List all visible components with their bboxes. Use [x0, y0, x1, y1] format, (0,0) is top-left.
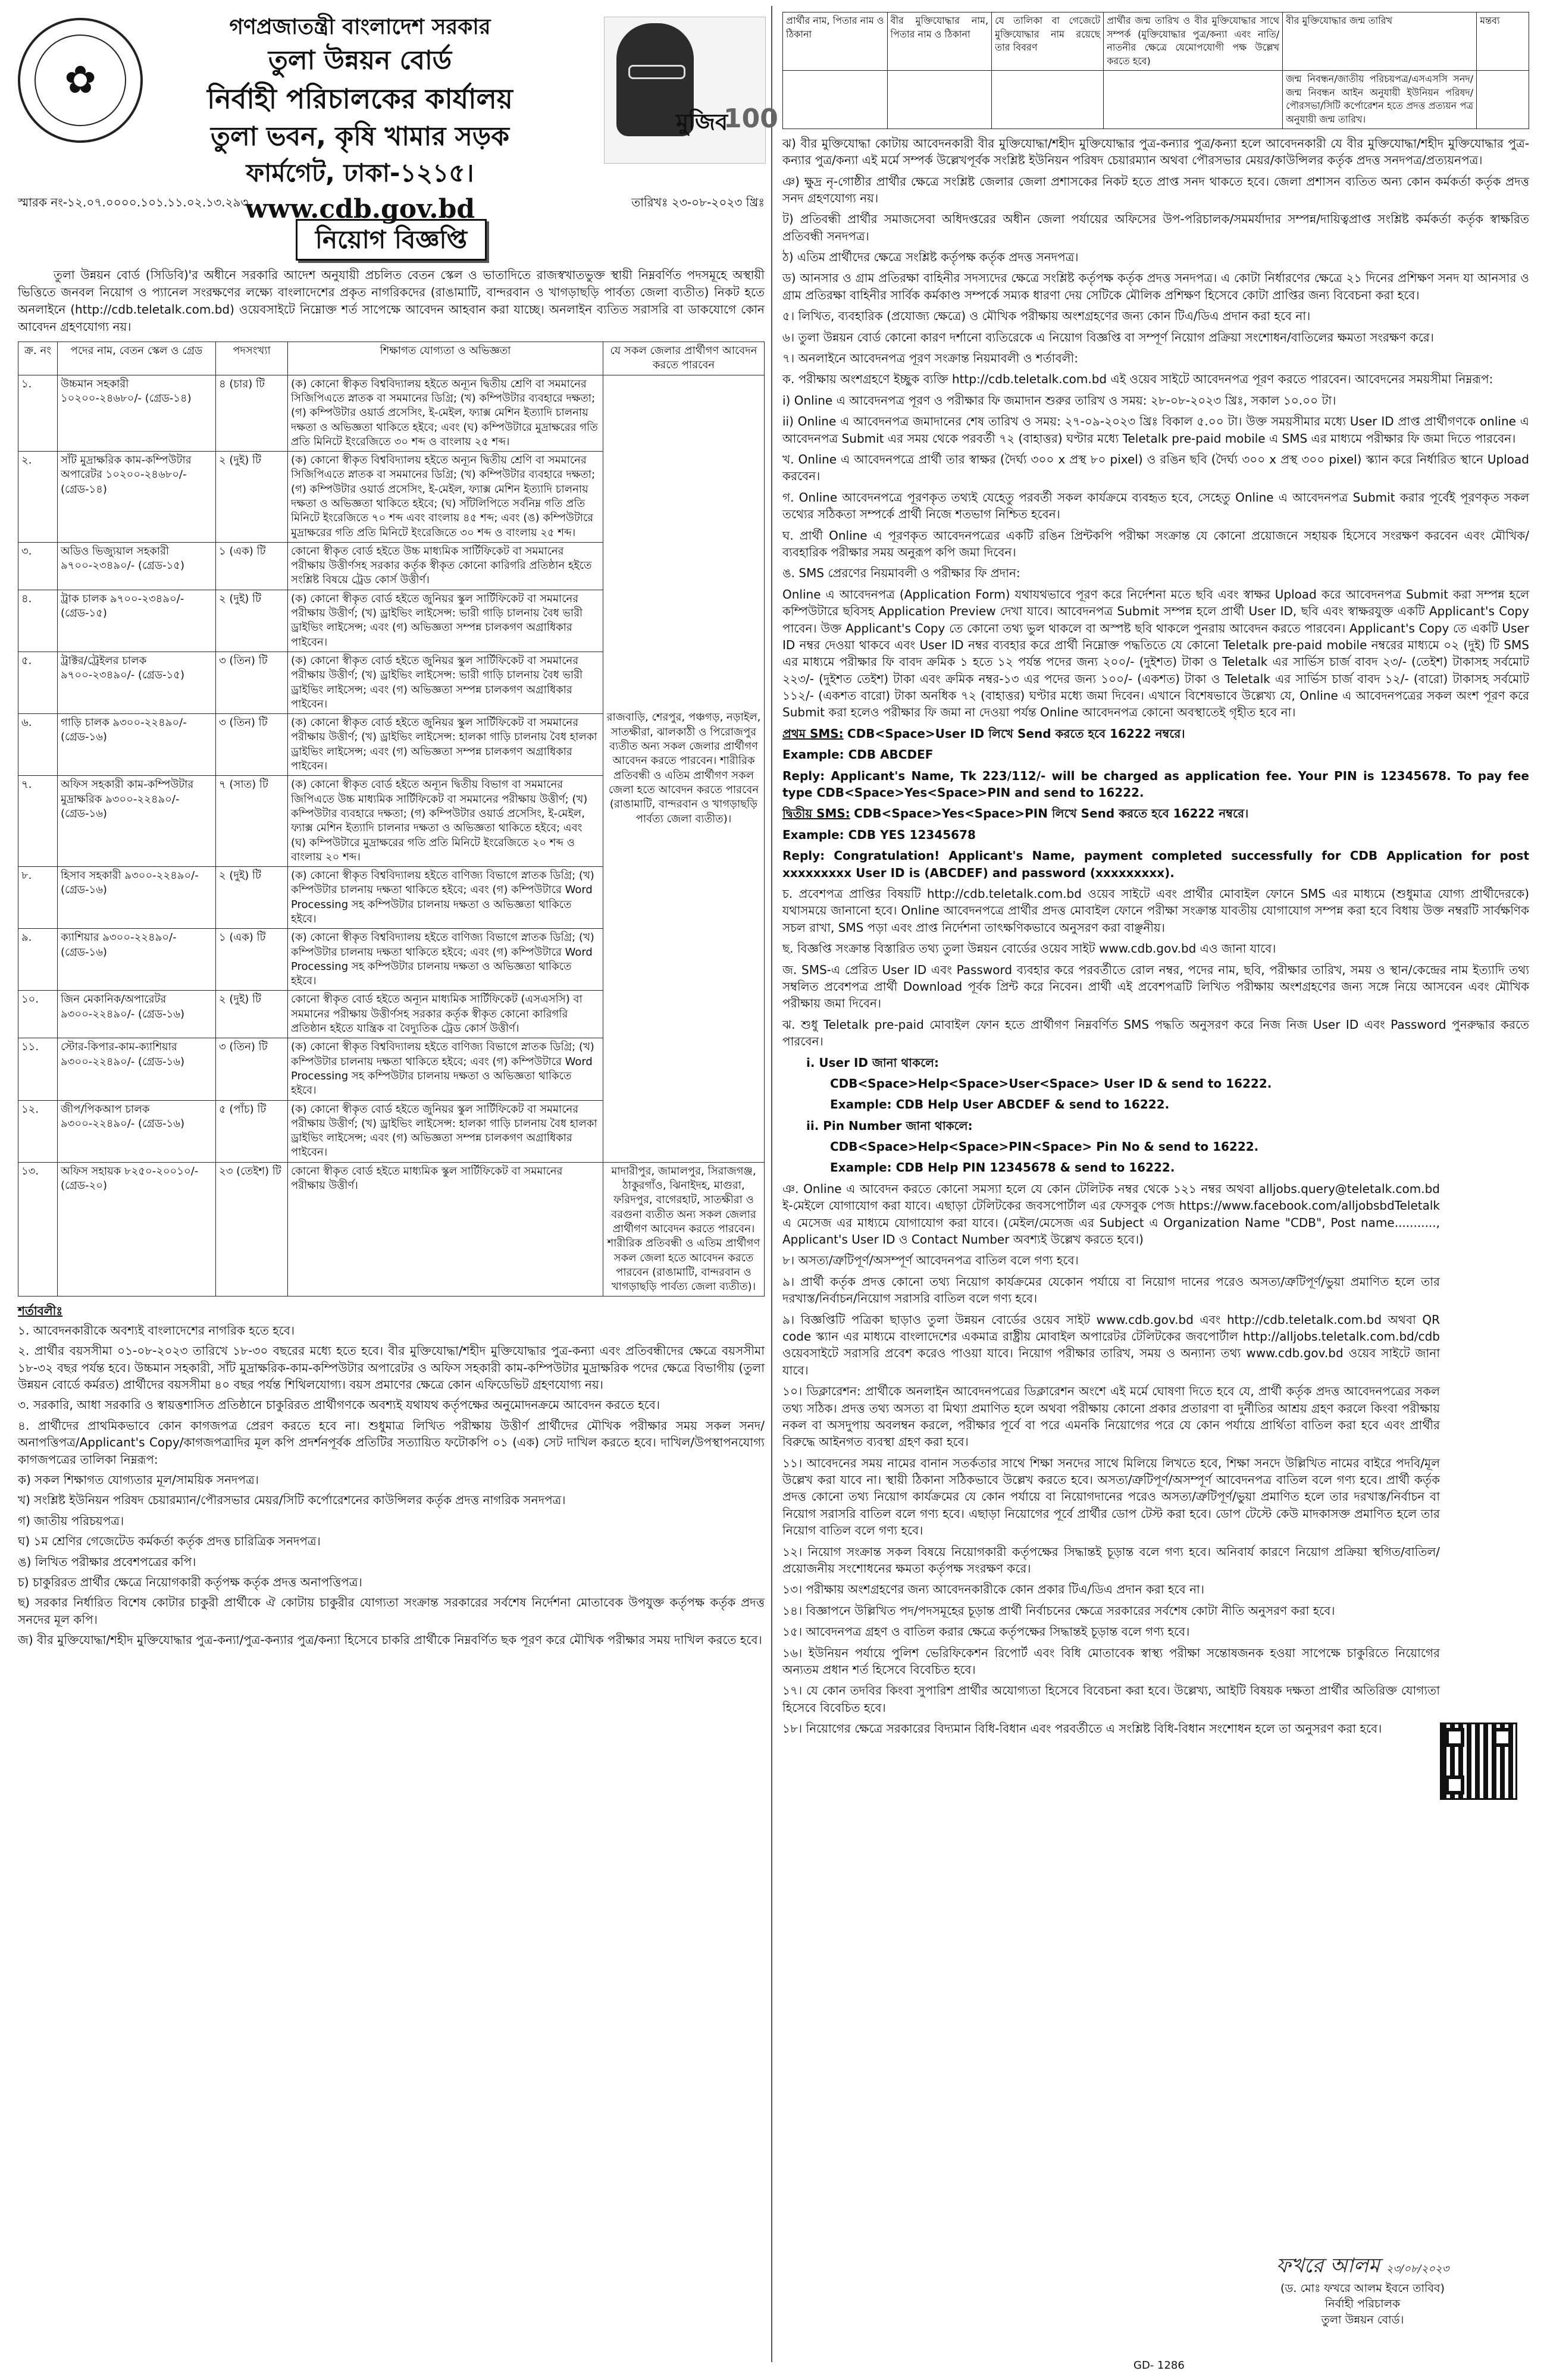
post-cell: অফিস সহায়ক ৮২৫০-২০০১০/- (গ্রেড-২০)	[58, 1162, 216, 1297]
condition-item: গ) জাতীয় পরিচয়পত্র।	[18, 1513, 124, 1528]
notice-paragraph: ঘ. প্রার্থী Online এ পূরণকৃত আবেদনপত্রের একটি রঙিন প্রিন্টকপি পরীক্ষা সংক্রান্ত যে কোনো প্রয়োজনে সহায়ক হিসেবে সংরক্ষণ করবেন এবং মৌখিক/ব্যবহারিক পরীক্ষার সময় অনুরূপ কপি জমা দিবেন।	[782, 528, 1529, 559]
notice-paragraph: ক. পরীক্ষায় অংশগ্রহণে ইচ্ছুক ব্যক্তি http://cdb.teletalk.com.bd এই ওয়েব সাইটে আবেদনপত্র পূরণ করতে পারবেন। আবেদনের সময়সীমা নিম্নরূপ:	[782, 372, 1493, 387]
serial-cell: ১.	[18, 375, 58, 451]
notice-paragraph: i) Online এ আবেদনপত্র পূরণ ও পরীক্ষার ফি জমাদান শুরুর তারিখ ও সময়: ২৮-০৮-২০২৩ খ্রিঃ, সকাল ১০.০০ টা।	[782, 393, 1336, 408]
ff-col-remarks: মন্তব্য	[1477, 12, 1529, 71]
post-cell: হিসাব সহকারী ৯৩০০-২২৪৯০/- (গ্রেড-১৬)	[58, 867, 216, 929]
mujib-logo-text: মুজিব	[676, 109, 728, 135]
col-header-qualification: শিক্ষাগত যোগ্যতা ও অভিজ্ঞতা	[288, 342, 603, 375]
signer-name: (ড. মোঃ ফখরে আলম ইবনে তাবিব)	[1280, 2281, 1445, 2295]
right-paragraphs-2	[782, 885, 1529, 1050]
notice-title: নিয়োগ বিজ্ঞপ্তি	[296, 219, 487, 261]
right-paragraphs	[782, 135, 1529, 721]
right-paragraphs-3	[782, 1180, 1529, 1737]
serial-cell: ১০.	[18, 991, 58, 1038]
districts-cell: মাদারীপুর, জামালপুর, সিরাজগঞ্জ, ঠাকুরগাঁও, ঝিনাইদহ, মাগুরা, ফরিদপুর, বাগেরহাট, সাতক্ষীরা ও বরগুনা ব্যতীত অন্য সকল জেলার প্রার্থীগণ আবেদন করতে পারবেন। শারীরিক প্রতিবন্ধী ও এতিম প্রার্থীগণ সকল জেলা হতে আবেদন করতে পারবেন (রাঙামাটি, বান্দরবান ও খাগড়াছড়ি পার্বত্য জেলা ব্যতীত)।	[603, 1162, 765, 1297]
notice-paragraph: ১৩। পরীক্ষায় অংশগ্রহণের জন্য আবেদনকারীকে কোন প্রকার টিএ/ডিএ প্রদান করা হবে না।	[782, 1582, 1204, 1597]
count-cell: ২ (দুই) টি	[216, 991, 288, 1038]
count-cell: ৭ (সাত) টি	[216, 776, 288, 867]
sms-second-reply: Reply: Congratulation! Applicant's Name, payment completed successfully for CDB Application for post xxxxxxxxx User ID is (ABCDEF) and password (xxxxxxxxx).	[782, 848, 1529, 880]
notice-paragraph: ১১। আবেদনের সময় নামের বানান সতর্কতার সাথে শিক্ষা সনদের সাথে মিলিয়ে লিখতে হবে, শিক্ষা সনদে উল্লিখিত নামের বাইরে পদবি/মূল উল্লেখ করা যাবে না। স্থায়ী ঠিকানা সঠিকভাবে উল্লেখ করতে হবে। অসত্য/ত্রুটিপূর্ণ/অসম্পূর্ণ আবেদনপত্র বাতিল বলে গণ্য হবে। প্রার্থী কর্তৃক প্রদত্ত কোনো তথ্য নিয়োগ কার্যক্রমের যে কোন পর্যায়ে বা নিয়োগদানের পরেও অসত্য/ত্রুটিপূর্ণ/ভুয়া প্রমাণিত হলে তার দরখাস্ত/নির্বাচন বা নিয়োগ সরাসরি বাতিল বলে গণ্য হবে। এছাড়া নিয়োগের পূর্বে প্রার্থীর ডোপ টেস্ট করা হবে। ডোপ টেস্টে কেউ মাদকাসক্ত প্রমাণিত হলে তার নিয়োগ বাতিল বলে গণ্য হবে।	[782, 1455, 1440, 1538]
signature-date: ২৩/০৮/২০২৩	[1386, 2263, 1449, 2275]
sms-second-example: Example: CDB YES 12345678	[782, 827, 976, 842]
notice-paragraph: ৯। প্রার্থী কর্তৃক প্রদত্ত কোনো তথ্য নিয়োগ কার্যক্রমের যেকোন পর্যায়ে বা নিয়োগ দানের পরেও অসত্য/ত্রুটিপূর্ণ/ভুয়া প্রমাণিত হলে তার দরখাস্ত/নির্বাচন/নিয়োগ সরাসরি বাতিল বলে গণ্য হবে।	[782, 1274, 1440, 1306]
count-cell: ২ (দুই) টি	[216, 590, 288, 652]
post-cell: জীপ/পিকআপ চালক ৯৩০০-২২৪৯০/- (গ্রেড-১৬)	[58, 1100, 216, 1162]
count-cell: ৩ (তিন) টি	[216, 714, 288, 776]
condition-item: ১. আবেদনকারীকে অবশ্যই বাংলাদেশের নাগরিক হতে হবে।	[18, 1323, 295, 1338]
post-cell: ট্রাক্টর/ট্রেইলর চালক ৯৭০০-২৩৪৯০/- (গ্রেড-১৫)	[58, 652, 216, 713]
recover-user-cmd: CDB<Space>Help<Space>User<Space> User ID & send to 16222.	[830, 1076, 1272, 1091]
notice-paragraph: ১০। ডিক্লারেশন: প্রার্থীকে অনলাইন আবেদনপত্রের ডিক্লারেশন অংশে এই মর্মে ঘোষণা দিতে হবে যে, প্রার্থী কর্তৃক প্রদত্ত আবেদনপত্রের সকল তথ্য সঠিক। প্রদত্ত তথ্য অসত্য বা মিথ্যা প্রমাণিত হলে অথবা পরীক্ষায় কোনো প্রকার প্রতারণা বা দুর্নীতির আশ্রয় গ্রহণ করলে কিংবা পরীক্ষায় নকল বা অসদুপায় অবলম্বন করলে, পরীক্ষার পূর্বে বা পরে এমনকি নিয়োগের পরে যে কোন পর্যায়ে প্রার্থিতা বাতিল করা হবে এবং প্রার্থীর বিরুদ্ধে আইনগত ব্যবস্থা গ্রহণ করা হবে।	[782, 1384, 1440, 1449]
notice-paragraph: ৭। অনলাইনে আবেদনপত্র পূরণ সংক্রান্ত নিয়মাবলী ও শর্তাবলী:	[782, 351, 1078, 366]
qualification-cell: (ক) কোনো স্বীকৃত বোর্ড হইতে জুনিয়র স্কুল সার্টিফিকেট বা সমমানের পরীক্ষায় উত্তীর্ণ; (খ) ড্রাইভিং লাইসেন্স: হালকা গাড়ি চালনায় বৈধ হালকা ড্রাইভিং লাইসেন্স; এবং (গ) অভিজ্ঞতা সম্পন্ন চালকগণ অগ্রাধিকার পাইবেন।	[288, 714, 603, 776]
post-cell: ক্যাশিয়ার ৯৩০০-২২৪৯০/- (গ্রেড-১৬)	[58, 929, 216, 991]
post-cell: জিন মেকানিক/অপারেটর ৯৩০০-২২৪৯০/- (গ্রেড-১৬)	[58, 991, 216, 1038]
notice-paragraph: ৮। অসত্য/ত্রুটিপূর্ণ/অসম্পূর্ণ আবেদনপত্র বাতিল বলে গণ্য হবে।	[782, 1253, 1079, 1268]
serial-cell: ১২.	[18, 1100, 58, 1162]
mujib-logo-year: 100	[724, 104, 778, 134]
qr-code-icon[interactable]	[1440, 1723, 1517, 1800]
serial-cell: ৭.	[18, 776, 58, 867]
sms-second-text: CDB<Space>Yes<Space>PIN লিখে Send করতে হবে 16222 নম্বরে।	[854, 806, 1249, 821]
serial-cell: ২.	[18, 452, 58, 543]
notice-paragraph: ১৫। আবেদনপত্র গ্রহণ ও বাতিল করার ক্ষেত্রে কর্তৃপক্ষের সিদ্ধান্তই চূড়ান্ত বলে গণ্য হবে।	[782, 1624, 1190, 1639]
letterhead-text	[152, 12, 568, 228]
count-cell: ১ (এক) টি	[216, 542, 288, 590]
qualification-cell: (ক) কোনো স্বীকৃত বোর্ড হইতে জুনিয়র স্কুল সার্টিফিকেট বা সমমানের পরীক্ষায় উত্তীর্ণ; (খ) ড্রাইভিং লাইসেন্স: ভারী গাড়ি চালনায় বৈধ ভারী ড্রাইভিং লাইসেন্স; এবং (গ) অভিজ্ঞতা সম্পন্ন চালকগণ অগ্রাধিকার পাইবেন।	[288, 590, 603, 652]
count-cell: ৪ (চার) টি	[216, 375, 288, 451]
recover-user-label: i. User ID জানা থাকলে:	[806, 1055, 940, 1070]
qualification-cell: (ক) কোনো স্বীকৃত বোর্ড হইতে জুনিয়র স্কুল সার্টিফিকেট বা সমমানের পরীক্ষায় উত্তীর্ণ; (খ) ড্রাইভিং লাইসেন্স: হালকা গাড়ি চালনায় বৈধ হালকা ড্রাইভিং লাইসেন্স; এবং (গ) অভিজ্ঞতা সম্পন্ন চালকগণ অগ্রাধিকার পাইবেন।	[288, 1100, 603, 1162]
post-cell: উচ্চমান সহকারী ১০২০০-২৪৬৮০/- (গ্রেড-১৪)	[58, 375, 216, 451]
notice-paragraph: ১২। নিয়োগ সংক্রান্ত সকল বিষয়ে নিয়োগকারী কর্তৃপক্ষের সিদ্ধান্তই চূড়ান্ত বলে গণ্য হবে। অনিবার্য কারণে নিয়োগ প্রক্রিয়া স্থগিত/বাতিল/প্রয়োজনীয় সংশোধনের ক্ষমতা কর্তৃপক্ষ সংরক্ষণ করে।	[782, 1544, 1440, 1576]
signature	[1238, 2252, 1488, 2281]
qualification-cell: কোনো স্বীকৃত বোর্ড হইতে উচ্চ মাধ্যমিক সার্টিফিকেট বা সমমানের পরীক্ষায় উত্তীর্ণসহ সরকার কর্তৃক স্বীকৃত কোনো কারিগরি প্রতিষ্ঠান হইতে সংশ্লিষ্ট বিষয়ে ট্রেড কোর্স উত্তীর্ণ।	[288, 542, 603, 590]
qualification-cell: (ক) কোনো স্বীকৃত বিশ্ববিদ্যালয় হইতে বাণিজ্য বিভাগে স্নাতক ডিগ্রি; (খ) কম্পিউটার চালনায় দক্ষতা থাকিতে হইবে; এবং (গ) কম্পিউটারে Word Processing সহ কম্পিউটার চালনায় দক্ষতা ও অভিজ্ঞতা থাকিতে হইবে।	[288, 867, 603, 929]
sms-first-text: CDB<Space>User ID লিখে Send করতে হবে 16222 নম্বরে।	[847, 726, 1185, 741]
ff-col-freedom-fighter: বীর মুক্তিযোদ্ধার নাম, পিতার নাম ও ঠিকানা	[887, 12, 992, 71]
post-cell: গাড়ি চালক ৯৩০০-২২৪৯০/- (গ্রেড-১৬)	[58, 714, 216, 776]
notice-paragraph: ঠ) এতিম প্রার্থীদের ক্ষেত্রে সংশ্লিষ্ট কর্তৃপক্ষ কর্তৃক প্রদত্ত সনদপত্র।	[782, 250, 1079, 265]
ff-col-relation: প্রার্থীর জন্ম তারিখ ও বীর মুক্তিযোদ্ধার সাথে সম্পর্ক (মুক্তিযোদ্ধার পুত্র/কন্যা এবং নাতি/নাতনীর ক্ষেত্রে যেমোপযোগী পক্ষ উল্লেখ করতে হবে)	[1104, 12, 1283, 71]
freedom-fighter-form-table	[782, 12, 1529, 129]
notice-paragraph: ড) আনসার ও গ্রাম প্রতিরক্ষা বাহিনীর সদস্যদের ক্ষেত্রে সংশ্লিষ্ট কর্তৃপক্ষ কর্তৃক প্রদত্ত সনদপত্র। এ কোটা নির্ধারণের ক্ষেত্রে ২১ দিনের প্রশিক্ষণ সনদ যা আনসার ও গ্রাম প্রতিরক্ষা বাহিনীর সার্বিক কর্মকাণ্ড সম্পর্কে সম্যক ধারণা দেয় সেটিকে মৌলিক প্রশিক্ষণ হিসেবে কোটা প্রাপ্তির জন্য বিবেচনা করা হবে।	[782, 271, 1529, 302]
serial-cell: ৬.	[18, 714, 58, 776]
notice-paragraph: ৬। তুলা উন্নয়ন বোর্ড কোনো কারণ দর্শানো ব্যতিরেকে এ নিয়োগ বিজ্ঞপ্তি বা সম্পূর্ণ নিয়োগ প্রক্রিয়া সংশোধন/বাতিলের ক্ষমতা সংরক্ষণ করে।	[782, 330, 1434, 345]
mujib-centenary-logo	[604, 17, 778, 164]
table-row	[18, 1162, 765, 1297]
conditions-section	[18, 1302, 765, 1648]
table-header-row	[18, 342, 765, 375]
website-link[interactable]: www.cdb.gov.bd	[245, 193, 475, 224]
office-name: নির্বাহী পরিচালকের কার্যালয়	[207, 82, 513, 115]
notice-paragraph: ট) প্রতিবন্ধী প্রার্থীর সমাজসেবা অধিদপ্তরের অধীন জেলা পর্যায়ের অফিসের উপ-পরিচালক/সমমর্যাদার সম্পন্ন/দায়িত্বপ্রাপ্ত সংশ্লিষ্ট কর্মকর্তা কর্তৃক স্বাক্ষরিত প্রতিবন্ধী সনদপত্র।	[782, 212, 1529, 243]
col-header-post: পদের নাম, বেতন স্কেল ও গ্রেড	[58, 342, 216, 375]
qualification-cell: (ক) কোনো স্বীকৃত বোর্ড হইতে জুনিয়র স্কুল সার্টিফিকেট বা সমমানের পরীক্ষায় উত্তীর্ণ; (খ) ড্রাইভিং লাইসেন্স: ভারী গাড়ি চালনায় বৈধ ভারী ড্রাইভিং লাইসেন্স; এবং (গ) অভিজ্ঞতা সম্পন্ন চালকগণ অগ্রাধিকার পাইবেন।	[288, 652, 603, 713]
post-cell: স্টোর-কিপার-কাম-ক্যাশিয়ার ৯৩০০-২২৪৯০/- (গ্রেড-১৬)	[58, 1038, 216, 1100]
sms-first-example: Example: CDB ABCDEF	[782, 747, 934, 762]
condition-item: ছ) সরকার নির্ধারিত বিশেষ কোটার চাকুরী প্রার্থীকে ঐ কোটায় চাকুরীর যোগ্যতা সংক্রান্ত সরকারের সর্বশেষ নির্দেশনা মোতাবেক উপযুক্ত কর্তৃপক্ষ কর্তৃক প্রদত্ত সনদের মূল কপি।	[18, 1595, 765, 1627]
notice-paragraph: ১৪। বিজ্ঞাপনে উল্লিখিত পদ/পদসমূহের চূড়ান্ত প্রার্থী নির্বাচনের ক্ষেত্রে সরকারের সর্বশেষ কোটা নীতি অনুসরণ করা হবে।	[782, 1603, 1335, 1618]
board-name: তুলা উন্নয়ন বোর্ড	[268, 45, 452, 76]
ff-header-row	[783, 12, 1529, 71]
memo-number: স্মারক নং-১২.০৭.০০০০.১০১.১১.০২.১৩.২৯৩	[18, 195, 249, 209]
condition-item: খ) সংশ্লিষ্ট ইউনিয়ন পরিষদ চেয়ারম্যান/পৌরসভার মেয়র/সিটি কর্পোরেশনের কাউন্সিলর কর্তৃক প্রদত্ত নাগরিক সনদপত্র।	[18, 1493, 566, 1508]
glasses-icon	[628, 65, 685, 79]
qualification-cell: কোনো স্বীকৃত বোর্ড হইতে অন্যূন মাধ্যমিক সার্টিফিকেট (এসএসসি) বা সমমানের পরীক্ষায় উত্তীর্ণসহ সরকার কর্তৃক স্বীকৃত কোনো কারিগরি প্রতিষ্ঠান হইতে যান্ত্রিক বা বৈদ্যুতিক ট্রেড কোর্স উত্তীর্ণ।	[288, 991, 603, 1038]
recover-pin-label: ii. Pin Number জানা থাকলে:	[806, 1118, 973, 1133]
left-column	[18, 12, 778, 1652]
notice-paragraph: ১৬। ইউনিয়ন পর্যায়ে পুলিশ ভেরিফিকেশন রিপোর্ট এবং বিধি মোতাবেক স্বাস্থ্য পরীক্ষা সন্তোষজনক হওয়া সাপেক্ষে চাকুরিতে নিয়োগের অন্যতম প্রধান শর্ত হিসেবে বিবেচিত হবে।	[782, 1645, 1440, 1677]
notice-paragraph: ঙ. SMS প্রেরণের নিয়মাবলী ও পরীক্ষার ফি প্রদান:	[782, 566, 1020, 581]
right-column	[782, 12, 1529, 1742]
condition-item: ঙ) লিখিত পরীক্ষার প্রবেশপত্রের কপি।	[18, 1554, 196, 1569]
signature-script: ফখরে আলম	[1276, 2254, 1380, 2278]
qualification-cell: (ক) কোনো স্বীকৃত বিশ্ববিদ্যালয় হইতে বাণিজ্য বিভাগে স্নাতক ডিগ্রি; (খ) কম্পিউটার চালনায় দক্ষতা থাকিতে হইবে; এবং (গ) কম্পিউটারে Word Processing সহ কম্পিউটার চালনায় দক্ষতা ও অভিজ্ঞতা থাকিতে হইবে।	[288, 1038, 603, 1100]
sms-first-label: প্রথম SMS:	[782, 726, 844, 741]
condition-item: ৩. সরকারি, আধা সরকারি ও স্বায়ত্তশাসিত প্রতিষ্ঠানে চাকুরিরত প্রার্থীগণকে অবশ্যই যথাযথ কর্তৃপক্ষের অনুমোদনক্রমে আবেদন করতে হবে।	[18, 1398, 660, 1413]
count-cell: ৩ (তিন) টি	[216, 1038, 288, 1100]
post-cell: সাঁট মুদ্রাক্ষরিক কাম-কম্পিউটার অপারেটর ১০২০০-২৪৬৮০/- (গ্রেড-১৪)	[58, 452, 216, 543]
recover-pin-cmd: CDB<Space>Help<Space>PIN<Space> Pin No & send to 16222.	[830, 1139, 1259, 1154]
signer-title: নির্বাহী পরিচালক	[1324, 2297, 1401, 2311]
count-cell: ৩ (তিন) টি	[216, 652, 288, 713]
intro-paragraph: তুলা উন্নয়ন বোর্ড (সিডিবি)'র অধীনে সরকারি আদেশ অনুযায়ী প্রচলিত বেতন স্কেল ও ভাতাদিতে রাজস্বখাতভুক্ত স্থায়ী নিম্নবর্ণিত পদসমূহে অস্থায়ী ভিত্তিতে জনবল নিয়োগ ও প্যানেল সংরক্ষণের লক্ষ্যে বাংলাদেশের প্রকৃত নাগরিকদের (রাঙামাটি, বান্দরবান ও খাগড়াছড়ি পার্বত্য জেলা ব্যতীত) নিকট হতে অনলাইনে (http://cdb.teletalk.com.bd) ওয়েবসাইটে নিম্নোক্ত শর্ত সাপেক্ষে আবেদন আহবান করা যাচ্ছে। অনলাইন ব্যতিত সরাসরি বা ডাকযোগে কোন আবেদন গ্রহণযোগ্য নয়।	[18, 268, 765, 334]
col-header-count: পদসংখ্যা	[216, 342, 288, 375]
notice-paragraph: ঝ. শুধু Teletalk pre-paid মোবাইল ফোন হতে প্রার্থীগণ নিম্নবর্ণিত SMS পদ্ধতি অনুসরণ করে নিজ নিজ User ID এবং Password পুনরুদ্ধার করতে পারবেন।	[782, 1017, 1529, 1049]
qualification-cell: (ক) কোনো স্বীকৃত বিশ্ববিদ্যালয় হইতে বাণিজ্য বিভাগে স্নাতক ডিগ্রি; (খ) কম্পিউটার চালনায় দক্ষতা থাকিতে হইবে; এবং (গ) কম্পিউটারে Word Processing সহ কম্পিউটার চালনায় দক্ষতা ও অভিজ্ঞতা থাকিতে হইবে।	[288, 929, 603, 991]
condition-item: ২. প্রার্থীর বয়সসীমা ০১-০৮-২০২৩ তারিখে ১৮-৩০ বছরের মধ্যে হতে হবে। বীর মুক্তিযোদ্ধা/শহীদ মুক্তিযোদ্ধার পুত্র-কন্যা এবং প্রতিবন্ধীদের ক্ষেত্রে বয়সসীমা ১৮-৩২ বছর পর্যন্ত হবে। উচ্চমান সহকারী, সাঁট মুদ্রাক্ষরিক-কাম-কম্পিউটার অপারেটর ও অফিস সহকারী কাম-কম্পিউটার মুদ্রাক্ষরিক পদের ক্ষেত্রে বিভাগীয় (তুলা উন্নয়ন বোর্ডে কর্মরত) প্রার্থীদের বয়সসীমা ৪০ বছর পর্যন্ত শিথিলযোগ্য। বয়স প্রমাণের ক্ষেত্রে কোন এফিডেভিট গ্রহণযোগ্য নয়।	[18, 1344, 765, 1392]
column-divider	[771, 6, 772, 2362]
signature-block	[1238, 2252, 1488, 2328]
qualification-cell: কোনো স্বীকৃত বোর্ড হইতে মাধ্যমিক স্কুল সার্টিফিকেট বা সমমানের পরীক্ষায় উত্তীর্ণ।	[288, 1162, 603, 1297]
table-row	[18, 375, 765, 451]
col-header-serial: ক্র. নং	[18, 342, 58, 375]
notice-paragraph: ১৮। নিয়োগের ক্ষেত্রে সরকারের বিদ্যমান বিধি-বিধান এবং পরবর্তীতে এ সংশ্লিষ্ট বিধি-বিধান সংশোধন হলে তা অনুসরণ করা হবে।	[782, 1721, 1382, 1736]
conditions-list	[18, 1322, 765, 1649]
sms-second	[782, 805, 1529, 822]
notice-paragraph: গ. Online আবেদনপত্রে পূরণকৃত তথ্যই যেহেতু পরবর্তী সকল কার্যক্রমে ব্যবহৃত হবে, সেহেতু Online এ আবেদনপত্র Submit করার পূর্বেই পূরণকৃত সকল তথ্যের সঠিকতা সম্পর্কে প্রার্থী নিজে শতভাগ নিশ্চিত হবেন।	[782, 490, 1529, 522]
gd-number: GD- 1286	[1133, 2359, 1185, 2372]
signer-organization: তুলা উন্নয়ন বোর্ড।	[1321, 2313, 1404, 2326]
condition-item: ৪. প্রার্থীদের প্রাথমিকভাবে কোন কাগজপত্র প্রেরণ করতে হবে না। শুধুমাত্র লিখিত পরীক্ষায় উত্তীর্ণ প্রার্থীদের মৌখিক পরীক্ষার সময় সকল সনদ/অনাপত্তিপত্র/Applicant's Copy/কাগজপত্রাদির মূল কপি প্রদর্শনপূর্বক প্রতিটির সত্যায়িত ফটোকপি ০১ (এক) সেট দাখিল করতে হবে। দাখিল/উপস্থাপনযোগ্য কাগজপত্রের তালিকা নিম্নরূপ:	[18, 1418, 765, 1467]
conditions-heading: শর্তাবলীঃ	[18, 1304, 63, 1319]
government-seal-icon	[18, 18, 143, 143]
count-cell: ২ (দুই) টি	[216, 452, 288, 543]
serial-cell: ১১.	[18, 1038, 58, 1100]
condition-item: জ) বীর মুক্তিযোদ্ধা/শহীদ মুক্তিযোদ্ধার পুত্র-কন্যা/পুত্র-কন্যার পুত্র/কন্যা হিসেবে চাকরি প্রার্থীকে নিম্নবর্ণিত ছক পূরণ করে মৌখিক পরীক্ষার সময় দাখিল করতে হবে।	[18, 1633, 762, 1648]
qualification-cell: (ক) কোনো স্বীকৃত বিশ্ববিদ্যালয় হইতে অন্যূন দ্বিতীয় শ্রেণি বা সমমানের সিজিপিএতে স্নাতক বা সমমানের ডিগ্রি; (খ) কম্পিউটার ব্যবহারে দক্ষতা; (গ) কম্পিউটার ওয়ার্ড প্রসেসিং, ই-মেইল, ফ্যাক্স মেশিন ইত্যাদি চালনায় দক্ষতা ও অভিজ্ঞতা থাকিতে হইবে; এবং (ঘ) কম্পিউটারে মুদ্রাক্ষরের গতি প্রতি মিনিটে ইংরেজিতে ৩০ শব্দ ও বাংলায় ২৫ শব্দ।	[288, 375, 603, 451]
vacancy-table	[18, 342, 765, 1297]
count-cell: ২ (দুই) টি	[216, 867, 288, 929]
districts-cell: রাজবাড়ি, শেরপুর, পঞ্চগড়, নড়াইল, সাতক্ষীরা, ঝালকাঠী ও পিরোজপুর ব্যতীত অন্য সকল জেলার প্রার্থীগণ আবেদন করতে পারবেন। শারীরিক প্রতিবন্ধী ও এতিম প্রার্থীগণ সকল জেলা হতে আবেদন করতে পারবেন (রাঙামাটি, বান্দরবান ও খাগড়াছড়ি পার্বত্য জেলা ব্যতীত)।	[603, 375, 765, 1162]
count-cell: ৫ (পাঁচ) টি	[216, 1100, 288, 1162]
notice-paragraph: ঞ. Online এ আবেদন করতে কোনো সমস্যা হলে যে কোন টেলিটক নম্বর থেকে ১২১ নম্বর অথবা alljobs.query@teletalk.com.bd ই-মেইলে যোগাযোগ করা যাবে। এছাড়া টেলিটকের জবসপোর্টাল এর ফেসবুক পেজ https://www.facebook.com/alljobsbdTeletalk এ মেসেজ এর মাধ্যমে যোগাযোগ করা যাবে। (মেইল/মেসেজ এর Subject এ Organization Name "CDB", Post name..........., Applicant's User ID ও Contact Number অবশ্যই উল্লেখ করতে হবে।)	[782, 1181, 1440, 1247]
notice-paragraph: ৫। লিখিত, ব্যবহারিক (প্রযোজ্য ক্ষেত্রে) ও মৌখিক পরীক্ষায় অংশগ্রহণের জন্য কোন টিএ/ডিএ প্রদান করা হবে না।	[782, 309, 1311, 324]
qualification-cell: (ক) কোনো স্বীকৃত বোর্ড হইতে অন্যূন দ্বিতীয় বিভাগ বা সমমানের জিপিএতে উচ্চ মাধ্যমিক সার্টিফিকেট বা সমমানের পরীক্ষায় উত্তীর্ণ; (খ) কম্পিউটার ব্যবহারে দক্ষতা; (গ) কম্পিউটার ওয়ার্ড প্রসেসিং, ই-মেইল, ফ্যাক্স মেশিন ইত্যাদি চালনার দক্ষতা ও অভিজ্ঞতা থাকিতে হইবে; এবং (ঘ) কম্পিউটারে মুদ্রাক্ষরের গতি প্রতি মিনিটে ইংরেজিতে ২০ শব্দ ও বাংলায় ২০ শব্দ।	[288, 776, 603, 867]
notice-paragraph: ঝ) বীর মুক্তিযোদ্ধা কোটায় আবেদনকারী বীর মুক্তিযোদ্ধা/শহীদ মুক্তিযোদ্ধার পুত্র-কন্যার পুত্র/কন্যা হলে আবেদনকারী যে বীর মুক্তিযোদ্ধা/শহীদ মুক্তিযোদ্ধার পুত্র-কন্যার পুত্র/কন্যা এই মর্মে সম্পর্ক উল্লেখপূর্বক সংশ্লিষ্ট ইউনিয়ন পরিষদ চেয়ারম্যান অথবা পৌরসভার মেয়র/কাউন্সিলর কর্তৃক প্রদত্ত সনদপত্র/প্রত্যয়নপত্র।	[782, 136, 1529, 168]
gov-title: গণপ্রজাতন্ত্রী বাংলাদেশ সরকার	[229, 15, 491, 39]
notice-paragraph: ছ. বিজ্ঞপ্তি সংক্রান্ত বিস্তারিত তথ্য তুলা উন্নয়ন বোর্ডের ওয়েব সাইট www.cdb.gov.bd এও জানা যাবে।	[782, 941, 1276, 956]
ff-col-gazette: যে তালিকা বা গেজেটে মুক্তিযোদ্ধার নাম রয়েছে তার বিবরণ	[992, 12, 1104, 71]
serial-cell: ১৩.	[18, 1162, 58, 1297]
ff-col-applicant: প্রার্থীর নাম, পিতার নাম ও ঠিকানা	[783, 12, 888, 71]
notice-paragraph: জ. SMS-এ প্রেরিত User ID এবং Password ব্যবহার করে পরবর্তীতে রোল নম্বর, পদের নাম, ছবি, পরীক্ষার তারিখ, সময় ও স্থান/কেন্দ্রের নাম ইত্যাদি তথ্য সম্বলিত প্রবেশপত্র প্রার্থী Download পূর্বক প্রিন্ট করে নিবেন। প্রার্থী এই প্রবেশপত্রটি লিখিত পরীক্ষায় অংশগ্রহণের জন্য সঙ্গে নিয়ে আসবেন এবং মৌখিক পরীক্ষায় জমা দিবেন।	[782, 962, 1529, 1011]
serial-cell: ৮.	[18, 867, 58, 929]
serial-cell: ৪.	[18, 590, 58, 652]
serial-cell: ৫.	[18, 652, 58, 713]
condition-item: ঘ) ১ম শ্রেণির গেজেটেড কর্মকর্তা কর্তৃক প্রদত্ত চারিত্রিক সনদপত্র।	[18, 1534, 321, 1549]
notice-paragraph: Online এ আবেদনপত্র (Application Form) যথাযথভাবে পূরণ করে নির্দেশনা মতে ছবি এবং স্বাক্ষর Upload করে আবেদনপত্র Submit করা সম্পন্ন হলে কম্পিউটারে ছবিসহ Application Preview দেখা যাবে। আবেদনপত্র Submit সম্পন্ন হলে প্রার্থী User ID, ছবি এবং স্বাক্ষরযুক্ত একটি Applicant's Copy পাবেন। উক্ত Applicant's Copy তে কোনো তথ্য ভুল থাকলে বা অস্পষ্ট ছবি থাকলে পুনরায় আবেদন করতে পারবেন। Applicant's Copy তে একটি User ID নম্বর দেওয়া থাকবে এবং User ID নম্বর ব্যবহার করে প্রার্থী নিম্নোক্ত পদ্ধতিতে যে কোনো Teletalk pre-paid mobile নম্বরের মাধ্যমে ০২ (দুই) টি SMS এর মাধ্যমে পরীক্ষার ফি বাবদ ক্রমিক ১ হতে ১২ পর্যন্ত পদের জন্য ২০০/- (দুইশত) টাকা ও Teletalk এর সার্ভিস চার্জ বাবদ ২৩/- (তেইশ) টাকাসহ সর্বমোট ২২৩/- (দুইশত তেইশ) টাকা এবং ক্রমিক নম্বর-১৩ এর পদের জন্য ১০০/- (একশত) টাকা ও Teletalk এর সার্ভিস চার্জ বাবদ ১২/- (বারো) টাকাসহ সর্বমোট ১১২/- (একশত বারো) টাকা অনধিক ৭২ (বাহাত্তর) ঘণ্টার মধ্যে জমা দিবেন। এখানে বিশেষভাবে উল্লেখ্য যে, Online এ আবেদনপত্রের সকল অংশ পূরণ করে Submit করা হলেও পরীক্ষার ফি জমা না দেওয়া পর্যন্ত Online আবেদনপত্র কোনো অবস্থাতেই গৃহীত হবে না।	[782, 587, 1529, 720]
condition-item: ক) সকল শিক্ষাগত যোগ্যতার মূল/সাময়িক সনদপত্র।	[18, 1472, 259, 1487]
post-cell: ট্রাক চালক ৯৭০০-২৩৪৯০/- (গ্রেড-১৫)	[58, 590, 216, 652]
notice-paragraph: ii) Online এ আবেদনপত্র জমাদানের শেষ তারিখ ও সময়: ২৭-০৯-২০২৩ খ্রিঃ বিকাল ৫.০০ টা। উক্ত সময়সীমার মধ্যে User ID প্রাপ্ত প্রার্থীগণকে online এ আবেদনপত্র Submit এর সময় থেকে পরবর্তী ৭২ (বাহাত্তর) ঘণ্টার মধ্যে Teletalk pre-paid mobile এ SMS এর মাধ্যমে পরীক্ষার ফি জমা দিতে পারবেন।	[782, 414, 1529, 446]
address-line1: তুলা ভবন, কৃষি খামার সড়ক	[210, 121, 510, 152]
notice-paragraph: ১৭। যে কোন তদবির কিংবা সুপারিশ প্রার্থীর অযোগ্যতা হিসেবে বিবেচনা করা হবে। উল্লেখ্য, আইটি বিষয়ক দক্ষতা প্রার্থীর অতিরিক্ত যোগ্যতা হিসেবে বিবেচিত হবে।	[782, 1683, 1440, 1715]
seal-emblem: ✿	[35, 35, 126, 126]
notice-paragraph: চ. প্রবেশপত্র প্রাপ্তির বিষয়টি http://cdb.teletalk.com.bd ওয়েব সাইটে এবং প্রার্থীর মোবাইল ফোনে SMS এর মাধ্যমে (শুধুমাত্র যোগ্য প্রার্থীদেরকে) যথাসময়ে জানানো হবে। Online আবেদনপত্রে প্রার্থীর প্রদত্ত মোবাইল ফোনে পরীক্ষা সংক্রান্ত যাবতীয় যোগাযোগ সম্পন্ন করা হবে বিধায় উক্ত নম্বরটি সার্বক্ষণিক সচল রাখা, SMS পড়া এবং প্রাপ্ত নির্দেশনা তাৎক্ষণিকভাবে অনুসরণ করা বাঞ্ছনীয়।	[782, 886, 1529, 935]
notice-paragraph: খ. Online এ আবেদনপত্রে প্রার্থী তার স্বাক্ষর (দৈর্ঘ্য ৩০০ x প্রস্থ ৮০ pixel) ও রঙিন ছবি (দৈর্ঘ্য ৩০০ x প্রস্থ ৩০০ pixel) স্ক্যান করে নির্ধারিত স্থানে Upload করবেন।	[782, 452, 1529, 484]
qualification-cell: (ক) কোনো স্বীকৃত বিশ্ববিদ্যালয় হইতে অন্যূন দ্বিতীয় শ্রেণি বা সমমানের সিজিপিএতে স্নাতক বা সমমানের ডিগ্রি; (খ) কম্পিউটার ব্যবহারে দক্ষতা; (গ) কম্পিউটার ওয়ার্ড প্রসেসিং, ই-মেইল, ফ্যাক্স মেশিন ইত্যাদি চালনায় দক্ষতা ও অভিজ্ঞতা থাকিতে হইবে; (ঘ) সাঁটলিপিতে সর্বনিম্ন গতি প্রতি মিনিটে ইংরেজিতে ৭০ শব্দ এবং বাংলায় ৪৫ শব্দ; এবং (ঙ) কম্পিউটারে মুদ্রাক্ষরের গতি প্রতি মিনিটে ইংরেজিতে ৩০ শব্দ ও বাংলায় ২৫ শব্দ।	[288, 452, 603, 543]
serial-cell: ৩.	[18, 542, 58, 590]
sms-second-label: দ্বিতীয় SMS:	[782, 806, 850, 821]
post-cell: অডিও ভিজ্যুয়াল সহকারী ৯৭০০-২৩৪৯০/- (গ্রেড-১৫)	[58, 542, 216, 590]
notice-paragraph: ৯। বিজ্ঞপ্তিটি পত্রিকা ছাড়াও তুলা উন্নয়ন বোর্ডের ওয়েব সাইট www.cdb.gov.bd এবং http://cdb.teletalk.com.bd অথবা QR code স্ক্যান এর মাধ্যমে বাংলাদেশের একমাত্র রাষ্ট্রীয় মোবাইল অপারেটর টেলিটকের জবপোর্টাল http://alljobs.teletalk.com.bd/cdb ওয়েবসাইটে সরাসরি প্রবেশ করেও পাওয়া যাবে। নিয়োগ পরীক্ষার তারিখ, সময় ও অন্যান্য তথ্য www.cdb.gov.bd ওয়েব সাইটে জানা যাবে।	[782, 1312, 1440, 1377]
serial-cell: ৯.	[18, 929, 58, 991]
count-cell: ২৩ (তেইশ) টি	[216, 1162, 288, 1297]
ff-col-birthdate: বীর মুক্তিযোদ্ধার জন্ম তারিখ	[1283, 12, 1477, 71]
notice-paragraph: ঞ) ক্ষুদ্র নৃ-গোষ্ঠীর প্রার্থীর ক্ষেত্রে সংশ্লিষ্ট জেলার জেলা প্রশাসকের নিকট হতে প্রাপ্ত সনদ থাকতে হবে। জেলা প্রশাসন ব্যতিত অন্য কোন কর্মকর্তা কর্তৃক প্রদত্ত সনদ গ্রহণযোগ্য নয়।	[782, 174, 1530, 205]
post-cell: অফিস সহকারী কাম-কম্পিউটার মুদ্রাক্ষরিক ৯৩০০-২২৪৯০/- (গ্রেড-১৬)	[58, 776, 216, 867]
recover-user-example: Example: CDB Help User ABCDEF & send to 16222.	[830, 1097, 1170, 1112]
count-cell: ১ (এক) টি	[216, 929, 288, 991]
condition-item: চ) চাকুরিরত প্রার্থীর ক্ষেত্রে নিয়োগকারী কর্তৃপক্ষ কর্তৃক প্রদত্ত অনাপত্তিপত্র।	[18, 1574, 362, 1589]
col-header-districts: যে সকল জেলার প্রার্থীগণ আবেদন করতে পারবেন	[603, 342, 765, 375]
recover-pin-example: Example: CDB Help PIN 12345678 & send to 16222.	[830, 1160, 1175, 1175]
vacancy-rows	[18, 375, 765, 1297]
ff-birthdate-note: জন্ম নিবন্ধন/জাতীয় পরিচয়পত্র/এসএসসি সনদ/জন্ম নিবন্ধন আইন অনুযায়ী ইউনিয়ন পরিষদ/পৌরসভা/সিটি কর্পোরেশন হতে প্রদত্ত প্রত্যয়ন পত্র অনুযায়ী জন্ম তারিখ।	[1283, 70, 1477, 129]
address-line2: ফার্মগেট, ঢাকা-১২১৫।	[246, 158, 474, 188]
ff-note-row	[783, 70, 1529, 129]
notice-date: তারিখঃ ২৩-০৮-২০২৩ খ্রিঃ	[631, 195, 765, 209]
sms-first-reply: Reply: Applicant's Name, Tk 223/112/- will be charged as application fee. Your PIN is 12345678. To pay fee type CDB<Space>Yes<Space>PIN and send to 16222.	[782, 768, 1529, 800]
sms-first	[782, 725, 1529, 742]
